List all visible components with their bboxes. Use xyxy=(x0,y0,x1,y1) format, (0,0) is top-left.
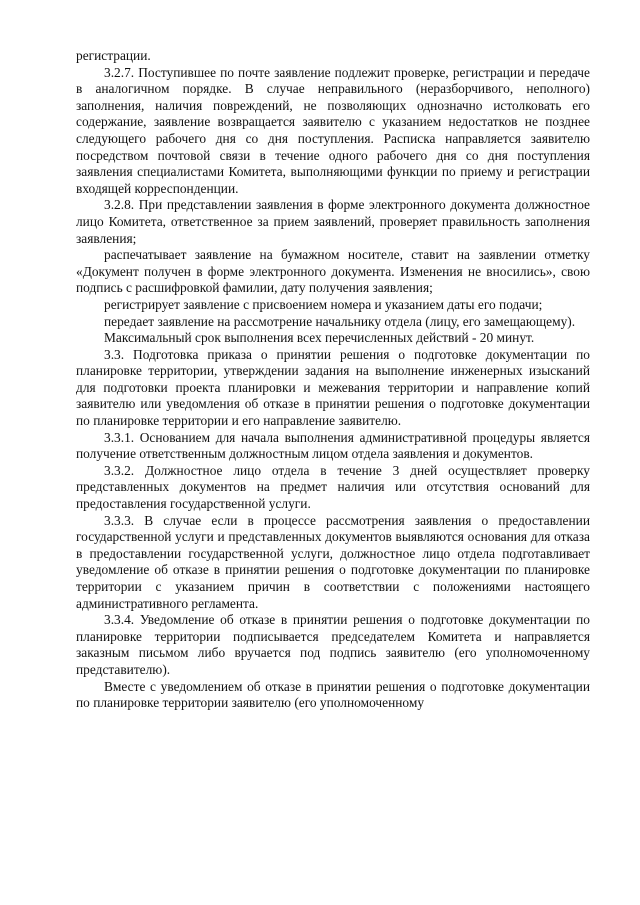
paragraph-3-3-1: 3.3.1. Основанием для начала выполнения административной процедуры является получение ответственным должностным лицом отдела заявления и документов. xyxy=(76,429,590,462)
paragraph-3-3-4: 3.3.4. Уведомление об отказе в принятии решения о подготовке документации по планировке территории подписывается председателем Комитета и направляется заказным письмом либо вручается под подпись заявителю (его уполномоченному представителю). xyxy=(76,612,590,677)
paragraph-3-3: 3.3. Подготовка приказа о принятии решения о подготовке документации по планировке территории, утверждении задания на выполнение инженерных изысканий для подготовки проекта планировки и межевания территории и направление копий заявителю или уведомления об отказе в принятии решения о подготовке документации по планировке территории и его направление заявителю. xyxy=(76,346,590,429)
paragraph-3-3-3: 3.3.3. В случае если в процессе рассмотрения заявления о предоставлении государственной услуги и представленных документов выявляются основания для отказа в предоставлении государственной услуги, должностное лицо отдела подготавливает уведомление об отказе в принятии решения о подготовке документации по планировке территории с указанием причин в соответствии с положениями настоящего административного регламента. xyxy=(76,512,590,611)
document-body xyxy=(76,48,590,712)
paragraph-together-with-notice: Вместе с уведомлением об отказе в принятии решения о подготовке документации по планировке территории заявителю (его уполномоченному xyxy=(76,678,590,711)
paragraph-forward-application: передает заявление на рассмотрение начальнику отдела (лицу, его замещающему). xyxy=(104,313,576,329)
paragraph-3-2-8: 3.2.8. При представлении заявления в форме электронного документа должностное лицо Комитета, ответственное за прием заявлений, проверяет правильность заполнения заявления; xyxy=(76,197,590,246)
paragraph-register-application: регистрирует заявление с присвоением номера и указанием даты его подачи; xyxy=(104,296,543,312)
paragraph-continuation: регистрации. xyxy=(76,48,151,63)
paragraph-print-application: распечатывает заявление на бумажном носителе, ставит на заявлении отметку «Документ получен в форме электронного документа. Изменения не вносились», свою подпись с расшифровкой фамилии, дату получения заявления; xyxy=(76,247,590,296)
paragraph-max-duration: Максимальный срок выполнения всех перечисленных действий - 20 минут. xyxy=(104,330,535,346)
paragraph-3-3-2: 3.3.2. Должностное лицо отдела в течение 3 дней осуществляет проверку представленных документов на предмет наличия или отсутствия оснований для предоставления государственной услуги. xyxy=(76,462,590,512)
paragraph-3-2-7: 3.2.7. Поступившее по почте заявление подлежит проверке, регистрации и передаче в аналогичном порядке. В случае неправильного (неразборчивого, неполного) заполнения, наличия повреждений, не позволяющих однозначно истолковать его содержание, заявление возвращается заявителю с указанием недостатков не позднее следующего рабочего дня со дня поступления. Расписка направляется заявителю посредством почтовой связи в течение одного рабочего дня со дня поступления заявления специалистами Комитета, выполняющими функции по приему и регистрации входящей корреспонденции. xyxy=(76,64,590,196)
